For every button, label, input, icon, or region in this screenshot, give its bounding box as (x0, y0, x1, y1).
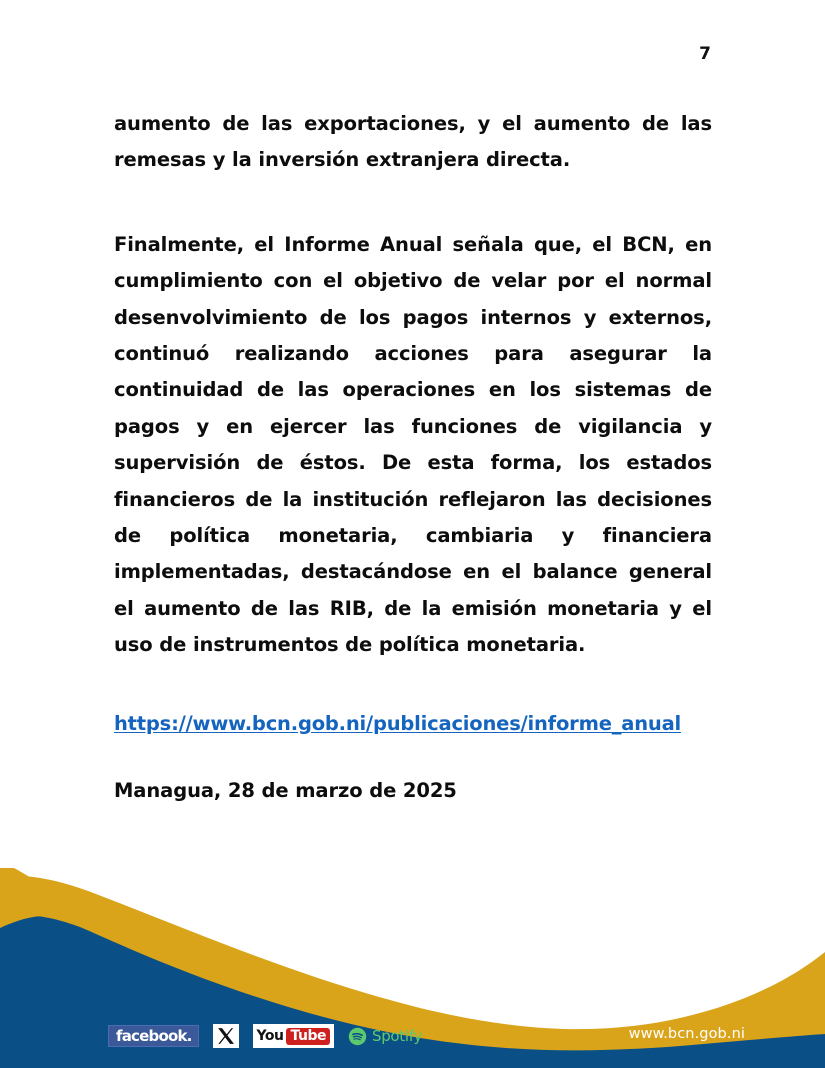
youtube-you-label: You (256, 1028, 284, 1044)
link-spacer (114, 690, 712, 712)
date-line: Managua, 28 de marzo de 2025 (114, 778, 457, 802)
document-body (114, 106, 712, 802)
facebook-label: facebook. (116, 1026, 192, 1045)
social-media-row (108, 1024, 422, 1048)
paragraph-spacer (114, 205, 712, 227)
spotify-icon[interactable] (348, 1024, 422, 1048)
youtube-icon[interactable] (253, 1024, 334, 1048)
paragraph-1: aumento de las exportaciones, y el aumento de las remesas y la inversión extranjera directa. (114, 112, 712, 172)
link-paragraph (114, 712, 712, 735)
spotify-label: Spotify (371, 1026, 423, 1045)
paragraph-2: Finalmente, el Informe Anual señala que, el BCN, en cumplimiento con el objetivo de velar por el normal desenvolvimiento de los pagos internos y externos, continuó realizando acciones para asegurar la continuidad de las operaciones en los sistemas de pagos y en ejercer las funciones de vigilancia y supervisión de éstos. De esta forma, los estados financieros de la institución reflejaron las decisiones de política monetaria, cambiaria y financiera implementadas, destacándose en el balance general el aumento de las RIB, de la emisión monetaria y el uso de instrumentos de política monetaria. (114, 232, 712, 657)
x-twitter-icon[interactable] (213, 1024, 239, 1048)
facebook-icon[interactable] (108, 1025, 199, 1047)
x-glyph (217, 1027, 235, 1045)
page-number: 7 (699, 44, 711, 64)
youtube-tube-label: Tube (286, 1028, 330, 1045)
spotify-glyph (348, 1027, 367, 1046)
informe-anual-link[interactable]: https://www.bcn.gob.ni/publicaciones/informe_anual (114, 711, 682, 735)
footer-website-url[interactable]: www.bcn.gob.ni (628, 1026, 745, 1042)
